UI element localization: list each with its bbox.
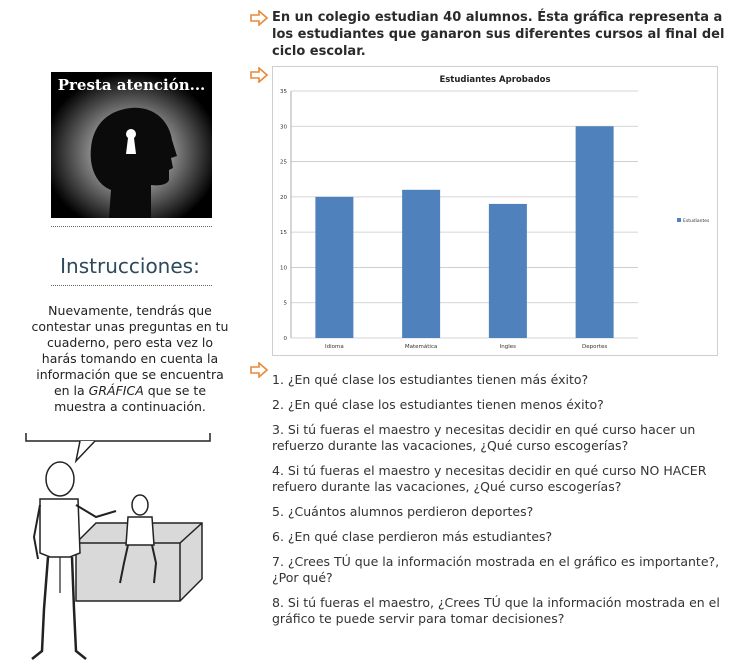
- question-item: 6. ¿En qué clase perdieron más estudiantes?: [272, 529, 553, 544]
- y-tick-label: 30: [280, 124, 287, 131]
- x-tick-label: Idioma: [325, 344, 344, 350]
- question-item: 3. Si tú fueras el maestro y necesitas decidir en qué curso hacer un refuerzo durante las vacaciones, ¿Qué curso escogerías?: [272, 422, 696, 453]
- question-item: 5. ¿Cuántos alumnos perdieron deportes?: [272, 504, 534, 519]
- instructions-text-part: Nuevamente, tendrás que contestar unas preguntas en tu cuaderno, pero esta vez lo harás tomando en cuenta la información que se encuentra en la: [31, 303, 229, 398]
- question-item: 8. Si tú fueras el maestro, ¿Crees TÚ que la información mostrada en el gráfico te puede servir para tomar decisiones?: [272, 595, 720, 626]
- chart-container: [272, 66, 718, 356]
- question-item: 7. ¿Crees TÚ que la información mostrada en el gráfico es importante?, ¿Por qué?: [272, 554, 720, 585]
- instructions-title: Instrucciones:: [60, 254, 200, 278]
- arrow-bullet-icon: [250, 362, 268, 378]
- arrow-bullet-icon: [250, 67, 268, 83]
- divider: [51, 285, 212, 286]
- y-tick-label: 20: [280, 194, 287, 201]
- bar-matemática: [402, 190, 440, 338]
- bar-idioma: [315, 197, 353, 338]
- question-item: 2. ¿En qué clase los estudiantes tienen menos éxito?: [272, 397, 604, 412]
- x-tick-label: Matemática: [404, 344, 438, 350]
- y-tick-label: 5: [283, 300, 287, 307]
- chart-title: Estudiantes Aprobados: [439, 75, 551, 85]
- legend-label: Estudiantes: [683, 219, 710, 224]
- bar-ingles: [489, 204, 527, 338]
- instructions-text: [30, 303, 230, 415]
- teacher-illustration: [20, 433, 235, 665]
- question-item: 1. ¿En qué clase los estudiantes tienen más éxito?: [272, 372, 589, 387]
- divider: [51, 226, 212, 227]
- y-tick-label: 25: [280, 159, 287, 166]
- instructions-text-emphasis: GRÁFICA: [88, 383, 144, 398]
- legend-swatch: [677, 218, 681, 222]
- attention-image: [51, 72, 212, 218]
- y-tick-label: 35: [280, 89, 287, 95]
- x-tick-label: Deportes: [582, 344, 608, 350]
- arrow-bullet-icon: [250, 10, 268, 26]
- bar-deportes: [576, 126, 614, 338]
- intro-text: En un colegio estudian 40 alumnos. Ésta gráfica representa a los estudiantes que ganaron sus diferentes cursos al final del ciclo escolar.: [272, 10, 725, 59]
- instructions-text-part: que se te muestra a continuación.: [54, 383, 207, 414]
- y-tick-label: 10: [280, 265, 287, 272]
- y-tick-label: 15: [280, 230, 287, 237]
- y-tick-label: 0: [283, 336, 287, 342]
- x-tick-label: Ingles: [499, 344, 517, 350]
- question-item: 4. Si tú fueras el maestro y necesitas decidir en qué curso NO HACER refuero durante las vacaciones, ¿Qué curso escogerías?: [272, 463, 707, 494]
- questions-list: [272, 372, 722, 636]
- bar-chart: [273, 67, 717, 355]
- attention-title: Presta atención...: [57, 76, 206, 94]
